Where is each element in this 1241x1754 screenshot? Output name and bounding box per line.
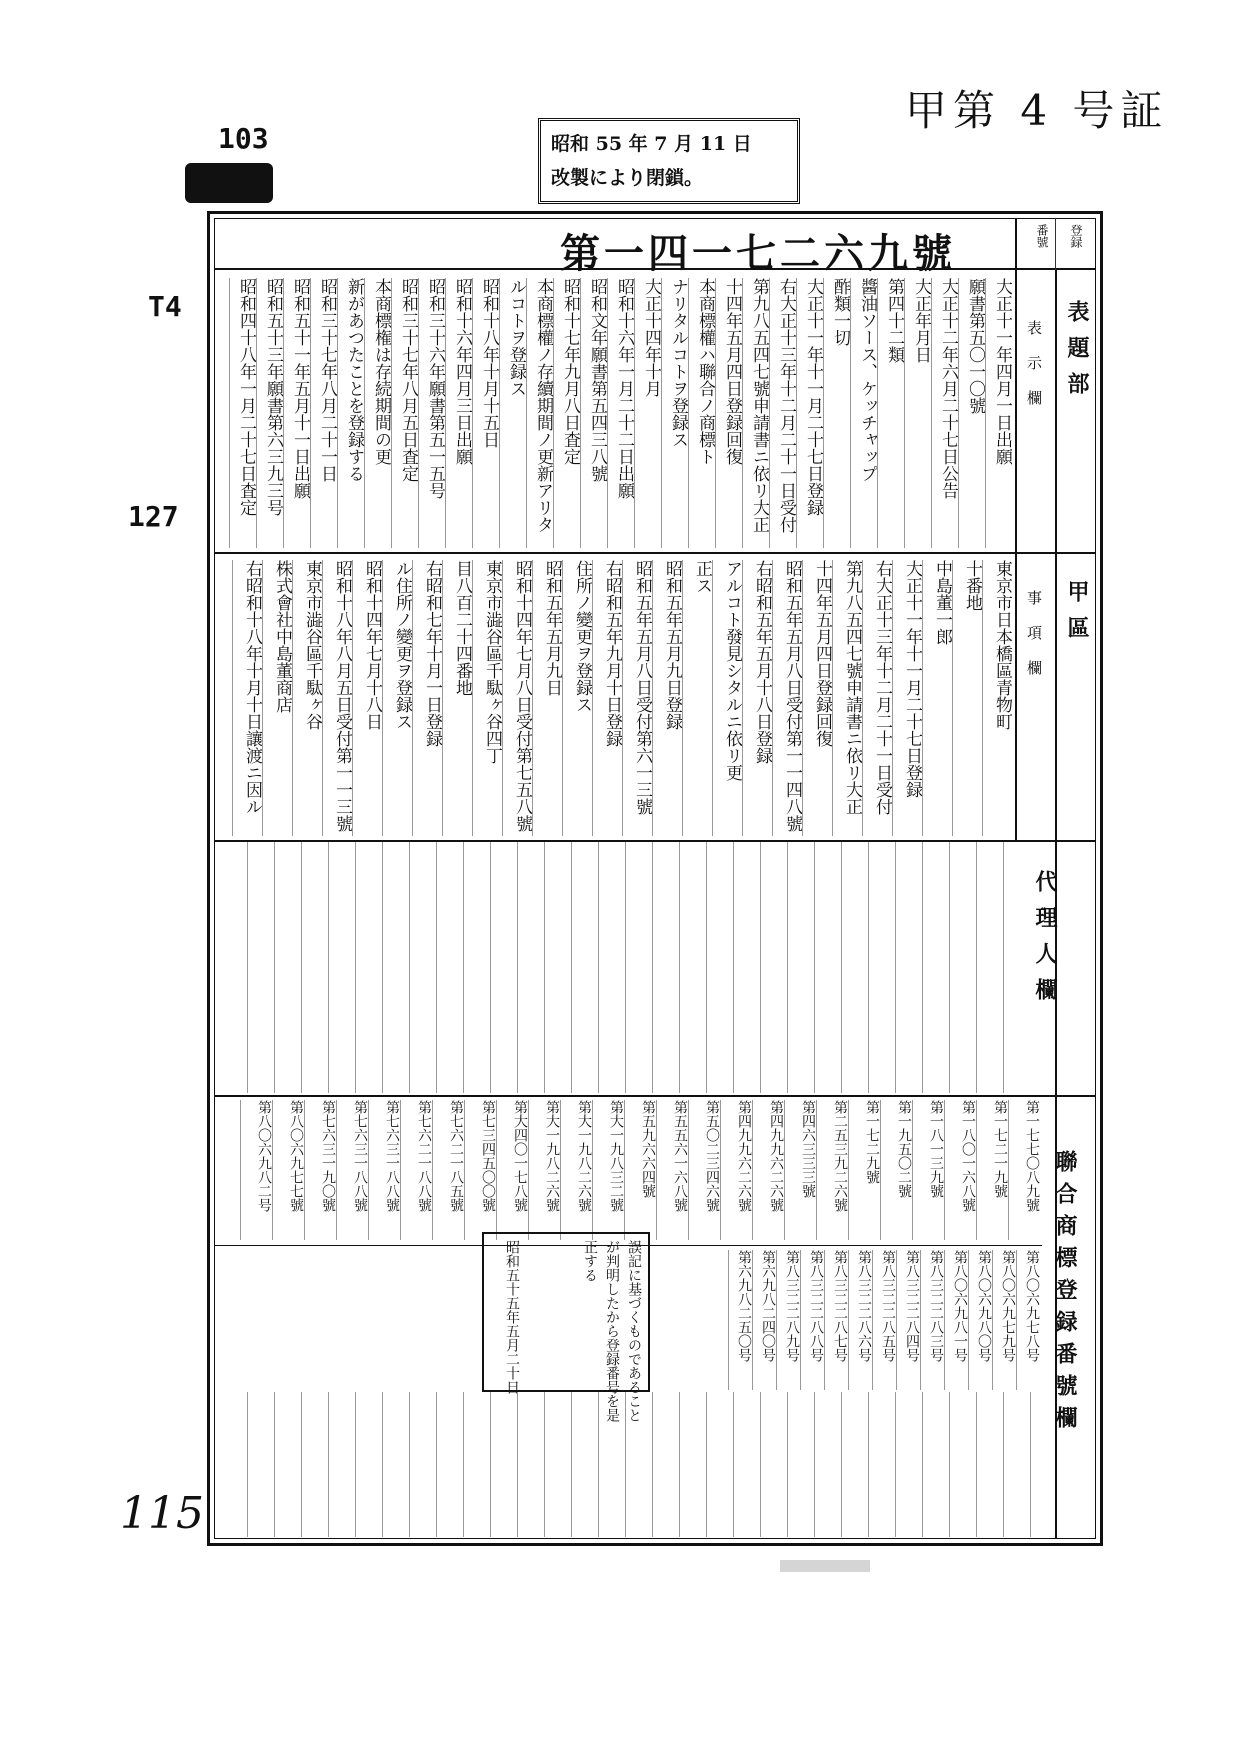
ruled-line	[1030, 1392, 1031, 1537]
register-entry: ル住所ノ變更ヲ登録ス	[392, 560, 412, 730]
joint-numbers-lower	[720, 1250, 1040, 1390]
ruled-line	[301, 1392, 302, 1537]
register-entry: 第七六三一八八號	[352, 1100, 368, 1212]
ruled-line	[409, 1392, 410, 1537]
column-rule	[982, 560, 983, 836]
section-label-agent: 代理人欄	[1032, 870, 1058, 1014]
register-entry: 第八〇六九八〇号	[976, 1250, 992, 1362]
column-rule	[850, 278, 851, 548]
register-entry: 第九八五四七號申請書ニ依リ大正	[749, 278, 769, 533]
closing-stamp-date: 昭和 55 年 7 月 11 日	[551, 133, 752, 155]
column-rule	[368, 1100, 369, 1240]
ruled-line	[490, 1392, 491, 1537]
column-rule	[715, 278, 716, 548]
divider-agent-joint	[214, 1095, 1096, 1097]
register-entry: 第七六二一八五號	[448, 1100, 464, 1212]
ruled-line	[463, 842, 464, 1093]
ruled-line	[949, 1392, 950, 1537]
column-rule	[920, 1250, 921, 1390]
register-entry: 第大四〇一七八號	[512, 1100, 528, 1212]
column-rule	[952, 560, 953, 836]
ruled-line	[355, 1392, 356, 1537]
register-entry: 第一九五〇二號	[896, 1100, 912, 1198]
register-entry: 第一七七〇八九號	[1024, 1100, 1040, 1212]
register-entry: 右昭和五年五月十八日登録	[752, 560, 772, 764]
register-entry: 十四年五月四日登録回復	[812, 560, 832, 747]
register-entry: 第大一九八二六號	[576, 1100, 592, 1212]
column-rule	[472, 278, 473, 548]
header-serial-label: 番號	[1035, 224, 1049, 248]
register-entry: 第一八一三九號	[928, 1100, 944, 1198]
register-entry: 第七三四五〇〇號	[480, 1100, 496, 1212]
register-entry: 第八三二二八五号	[880, 1250, 896, 1362]
register-entry: ナリタルコトヲ登録ス	[668, 278, 688, 448]
ruled-line	[517, 842, 518, 1093]
ruled-line	[247, 842, 248, 1093]
section-label-party-a: 甲區	[1064, 580, 1090, 652]
register-entry: 第四十二類	[884, 278, 904, 363]
register-entry: 第五九六六四號	[640, 1100, 656, 1198]
register-entry: 第八三二二八八号	[808, 1250, 824, 1362]
column-rule	[992, 1250, 993, 1390]
register-entry: 本商標權ハ聯合ノ商標ト	[695, 278, 715, 465]
column-label-matters: 事項欄	[1025, 590, 1043, 695]
closing-stamp	[538, 118, 800, 204]
register-entry: 大正十一年十一月二十七日登録	[803, 278, 823, 516]
register-entry: 願書第五〇一〇號	[965, 278, 985, 414]
register-entry: 第八三二二八六号	[856, 1250, 872, 1362]
ruled-line	[625, 1392, 626, 1537]
column-rule	[800, 1250, 801, 1390]
register-entry: 第八〇六九七九号	[1000, 1250, 1016, 1362]
column-rule	[553, 278, 554, 548]
register-entry: 第五〇二三四六號	[704, 1100, 720, 1212]
register-entry: 本商標權ノ存續期間ノ更新アリタ	[533, 278, 553, 533]
column-rule	[682, 560, 683, 836]
register-entry: 住所ノ變更ヲ登録ス	[572, 560, 592, 713]
column-label-display: 表示欄	[1025, 320, 1043, 425]
ruled-line	[976, 1392, 977, 1537]
ruled-line	[733, 1392, 734, 1537]
column-rule	[877, 278, 878, 548]
register-entry: 第六九八二五〇号	[736, 1250, 752, 1362]
column-rule	[499, 278, 500, 548]
ruled-line	[679, 1392, 680, 1537]
column-rule	[772, 560, 773, 836]
column-rule	[624, 1100, 625, 1240]
column-rule	[712, 560, 713, 836]
ruled-line	[895, 1392, 896, 1537]
column-rule	[985, 278, 986, 548]
column-rule	[622, 560, 623, 836]
register-entry: 新があつたことを登録する	[344, 278, 364, 482]
register-entry: 大正十二年六月二十七日公告	[938, 278, 958, 499]
ruled-line	[1003, 1392, 1004, 1537]
column-rule	[283, 278, 284, 548]
column-rule	[652, 560, 653, 836]
column-rule	[502, 560, 503, 836]
header-divider	[1015, 218, 1017, 270]
column-rule	[892, 560, 893, 836]
ruled-line	[544, 1392, 545, 1537]
register-entry: 昭和十六年一月二十二日出願	[614, 278, 634, 499]
ruled-line	[409, 842, 410, 1093]
register-entry: 昭和文年願書第五四三八號	[587, 278, 607, 482]
register-entry: 昭和五年五月八日受付第一一四八號	[782, 560, 802, 832]
register-entry: 昭和十四年七月八日受付第七五八號	[512, 560, 532, 832]
column-rule	[796, 278, 797, 548]
column-rule	[464, 1100, 465, 1240]
register-entry: 東京市日本橋區青物町	[992, 560, 1012, 730]
ruled-line	[598, 1392, 599, 1537]
ruled-line	[517, 1392, 518, 1537]
register-entry: 昭和十七年九月八日査定	[560, 278, 580, 465]
column-rule	[976, 1100, 977, 1240]
column-rule	[720, 1100, 721, 1240]
column-rule	[661, 278, 662, 548]
register-entry: 昭和五年五月八日受付第六一三號	[632, 560, 652, 815]
column-rule	[229, 278, 230, 548]
column-rule	[292, 560, 293, 836]
register-entry: 第八〇六九七八号	[1024, 1250, 1040, 1362]
column-rule	[784, 1100, 785, 1240]
column-rule	[607, 278, 608, 548]
ruled-line	[787, 1392, 788, 1537]
register-entry: 第九八五四七號申請書ニ依リ大正	[842, 560, 862, 815]
register-entry: 第一七二九號	[864, 1100, 880, 1184]
register-entry: 大正十一年十一月二十七日登録	[902, 560, 922, 798]
register-entry: 醬油ソース、ケッチャップ	[857, 278, 877, 482]
column-rule	[688, 278, 689, 548]
ruled-line	[544, 842, 545, 1093]
column-rule	[823, 278, 824, 548]
joint-numbers-upper	[220, 1100, 1040, 1240]
correction-note-line: 誤記に基づくものであること	[626, 1240, 642, 1422]
column-rule	[391, 278, 392, 548]
correction-note-box	[482, 1232, 650, 1422]
register-entry: 第四九九六二六號	[768, 1100, 784, 1212]
ruled-line	[652, 842, 653, 1093]
register-entry: 昭和三十六年願書第五一五号	[425, 278, 445, 499]
ruled-line	[247, 1392, 248, 1537]
column-rule	[526, 278, 527, 548]
register-entry: 右大正十三年十二月二十一日受付	[776, 278, 796, 533]
column-rule	[912, 1100, 913, 1240]
ruled-line	[490, 842, 491, 1093]
column-rule	[880, 1100, 881, 1240]
column-rule	[580, 278, 581, 548]
ruled-line	[598, 842, 599, 1093]
register-entry: 株式會社中島董商店	[272, 560, 292, 713]
register-entry: 右昭和十八年十月十日讓渡ニ因ル	[242, 560, 262, 815]
register-entry: 本商標権は存続期間の更	[371, 278, 391, 465]
register-entry: 目八百二十四番地	[452, 560, 472, 696]
ruled-line	[814, 1392, 815, 1537]
column-rule	[337, 278, 338, 548]
column-rule	[862, 560, 863, 836]
column-rule	[562, 560, 563, 836]
column-rule	[304, 1100, 305, 1240]
register-entry: 第八〇六九八一号	[952, 1250, 968, 1362]
column-rule	[656, 1100, 657, 1240]
column-rule	[872, 1250, 873, 1390]
register-entry: 大正十四年十月	[641, 278, 661, 397]
column-rule	[472, 560, 473, 836]
column-rule	[412, 560, 413, 836]
ruled-line	[787, 842, 788, 1093]
register-entry: 東京市澁谷區千駄ヶ谷四丁	[482, 560, 502, 764]
margin-number-127: 127	[128, 500, 179, 533]
handwritten-page-number: 115	[120, 1488, 204, 1539]
column-rule	[496, 1100, 497, 1240]
correction-note-line: 正する	[582, 1240, 598, 1282]
column-rule	[752, 1100, 753, 1240]
register-entry: 東京市澁谷區千駄ヶ谷	[302, 560, 322, 730]
scan-speckle	[780, 1560, 870, 1572]
column-rule	[958, 278, 959, 548]
ruled-line	[868, 1392, 869, 1537]
register-entry: 昭和十八年十月十五日	[479, 278, 499, 448]
ruled-line	[868, 842, 869, 1093]
column-rule	[1008, 1100, 1009, 1240]
register-entry: 第一八〇一六八號	[960, 1100, 976, 1212]
register-entry: 第四六三三三號	[800, 1100, 816, 1198]
register-entry: 右昭和七年十月一日登録	[422, 560, 442, 747]
column-rule	[364, 278, 365, 548]
column-rule	[240, 1100, 241, 1240]
ruled-line	[895, 842, 896, 1093]
register-entry: 大正年月日	[911, 278, 931, 363]
ruled-line	[841, 842, 842, 1093]
ruled-line	[328, 842, 329, 1093]
exhibit-label: 甲第 4 号証	[905, 86, 1169, 135]
register-entry: 第六九八二四〇号	[760, 1250, 776, 1362]
ruled-line	[652, 1392, 653, 1537]
ruled-line	[382, 842, 383, 1093]
margin-mark-t4: T4	[148, 290, 182, 323]
column-rule	[262, 560, 263, 836]
column-rule	[688, 1100, 689, 1240]
ruled-line	[301, 842, 302, 1093]
ruled-line	[328, 1392, 329, 1537]
column-rule	[256, 278, 257, 548]
header-registration-label: 登録	[1069, 224, 1083, 248]
ruled-line	[463, 1392, 464, 1537]
column-rule	[931, 278, 932, 548]
column-rule	[1016, 1250, 1017, 1390]
closing-stamp-text: 改製により閉鎖。	[551, 167, 704, 189]
column-rule	[432, 1100, 433, 1240]
register-entry: 第八〇六九八二号	[256, 1100, 272, 1212]
column-rule	[592, 1100, 593, 1240]
ruled-line	[1003, 842, 1004, 1093]
column-rule	[848, 1250, 849, 1390]
correction-note-date: 昭和五十五年五月二十日	[504, 1240, 520, 1394]
display-entries	[220, 278, 1012, 548]
register-entry: 昭和五十一年五月十一日出願	[290, 278, 310, 499]
column-rule	[528, 1100, 529, 1240]
ruled-line	[760, 842, 761, 1093]
column-rule	[832, 560, 833, 836]
register-entry: 第八三二二八三号	[928, 1250, 944, 1362]
register-entry: 右昭和五年九月十日登録	[602, 560, 622, 747]
ruled-line	[382, 1392, 383, 1537]
agent-area	[220, 842, 1012, 1093]
register-entry: 十番地	[962, 560, 982, 611]
column-rule	[816, 1100, 817, 1240]
ruled-line	[436, 1392, 437, 1537]
ruled-line	[706, 842, 707, 1093]
column-rule	[382, 560, 383, 836]
column-rule	[728, 1250, 729, 1390]
register-entry: 昭和十六年四月三日出願	[452, 278, 472, 465]
ruled-line	[679, 842, 680, 1093]
ruled-line	[922, 842, 923, 1093]
column-rule	[322, 560, 323, 836]
column-rule	[442, 560, 443, 836]
register-entry: 昭和十四年七月十八日	[362, 560, 382, 730]
column-rule	[352, 560, 353, 836]
ruled-line	[274, 1392, 275, 1537]
column-rule	[922, 560, 923, 836]
register-entry: 第七六三一九〇號	[320, 1100, 336, 1212]
register-entry: 第八〇六九七七號	[288, 1100, 304, 1212]
register-entry: 十四年五月四日登録回復	[722, 278, 742, 465]
ruled-line	[922, 1392, 923, 1537]
register-entry: 昭和四十八年一月二十七日査定	[236, 278, 256, 516]
column-rule	[904, 278, 905, 548]
redaction-blot	[185, 163, 273, 203]
register-entry: 第七六二一八八號	[416, 1100, 432, 1212]
column-rule	[769, 278, 770, 548]
ruled-line	[274, 842, 275, 1093]
register-entry: 第七六三一八八號	[384, 1100, 400, 1212]
ruled-line	[976, 842, 977, 1093]
column-rule	[336, 1100, 337, 1240]
column-rule	[968, 1250, 969, 1390]
register-entry: 酢類一切	[830, 278, 850, 346]
register-entry: 第大一九八二六號	[544, 1100, 560, 1212]
column-rule	[896, 1250, 897, 1390]
register-entry: 右大正十三年十二月二十一日受付	[872, 560, 892, 815]
column-rule	[776, 1250, 777, 1390]
ruled-line	[841, 1392, 842, 1537]
column-rule	[310, 278, 311, 548]
register-entry: ルコトヲ登録ス	[506, 278, 526, 397]
column-rule	[560, 1100, 561, 1240]
register-entry: 中島董一郎	[932, 560, 952, 645]
column-rule	[532, 560, 533, 836]
ruled-line	[355, 842, 356, 1093]
ruled-line	[706, 1392, 707, 1537]
register-entry: 第二五三九二六號	[832, 1100, 848, 1212]
column-rule	[742, 560, 743, 836]
register-entry: 昭和五十三年願書第六三九三号	[263, 278, 283, 516]
column-label-divider	[1015, 270, 1017, 840]
header-divider-2	[1055, 218, 1056, 270]
column-rule	[752, 1250, 753, 1390]
register-entry: アルコト發見シタルニ依リ更	[722, 560, 742, 781]
ruled-line	[814, 842, 815, 1093]
register-entry: 第一七二一九號	[992, 1100, 1008, 1198]
column-rule	[232, 560, 233, 836]
column-rule	[742, 278, 743, 548]
ruled-line	[436, 842, 437, 1093]
ruled-line	[625, 842, 626, 1093]
column-rule	[445, 278, 446, 548]
ruled-line	[760, 1392, 761, 1537]
column-rule	[272, 1100, 273, 1240]
register-entry: 正ス	[692, 560, 712, 594]
register-entry: 第八三二二八七号	[832, 1250, 848, 1362]
ruled-line	[571, 1392, 572, 1537]
register-entry: 第四九九六二六號	[736, 1100, 752, 1212]
register-entry: 昭和三十七年八月二十一日	[317, 278, 337, 482]
register-entry: 大正十一年四月一日出願	[992, 278, 1012, 465]
column-rule	[944, 1100, 945, 1240]
matters-entries	[220, 560, 1012, 836]
section-label-display: 表題部	[1064, 300, 1090, 408]
joint-ruled-area	[220, 1392, 1040, 1537]
column-rule	[802, 560, 803, 836]
ruled-line	[571, 842, 572, 1093]
divider-display-partya	[214, 552, 1096, 554]
column-rule	[944, 1250, 945, 1390]
register-entry: 第八三二二八九号	[784, 1250, 800, 1362]
register-entry: 第五五六一六八號	[672, 1100, 688, 1212]
column-rule	[824, 1250, 825, 1390]
column-rule	[634, 278, 635, 548]
column-rule	[848, 1100, 849, 1240]
ruled-line	[733, 842, 734, 1093]
registration-title: 第一四一七二六九號	[560, 230, 956, 277]
column-rule	[592, 560, 593, 836]
ruled-line	[949, 842, 950, 1093]
column-rule	[400, 1100, 401, 1240]
correction-note-line: が判明したから登録番号を是	[604, 1240, 620, 1422]
register-entry: 昭和三十七年八月五日査定	[398, 278, 418, 482]
margin-number-top: 103	[218, 122, 269, 155]
register-entry: 昭和五年五月九日	[542, 560, 562, 696]
register-entry: 第大一九八三二號	[608, 1100, 624, 1212]
register-entry: 第八三二二八四号	[904, 1250, 920, 1362]
register-entry: 昭和十八年八月五日受付第一一三號	[332, 560, 352, 832]
register-entry: 昭和五年五月九日登録	[662, 560, 682, 730]
section-label-joint-trademarks: 聯合商標登録番號欄	[1052, 1150, 1078, 1438]
column-rule	[418, 278, 419, 548]
